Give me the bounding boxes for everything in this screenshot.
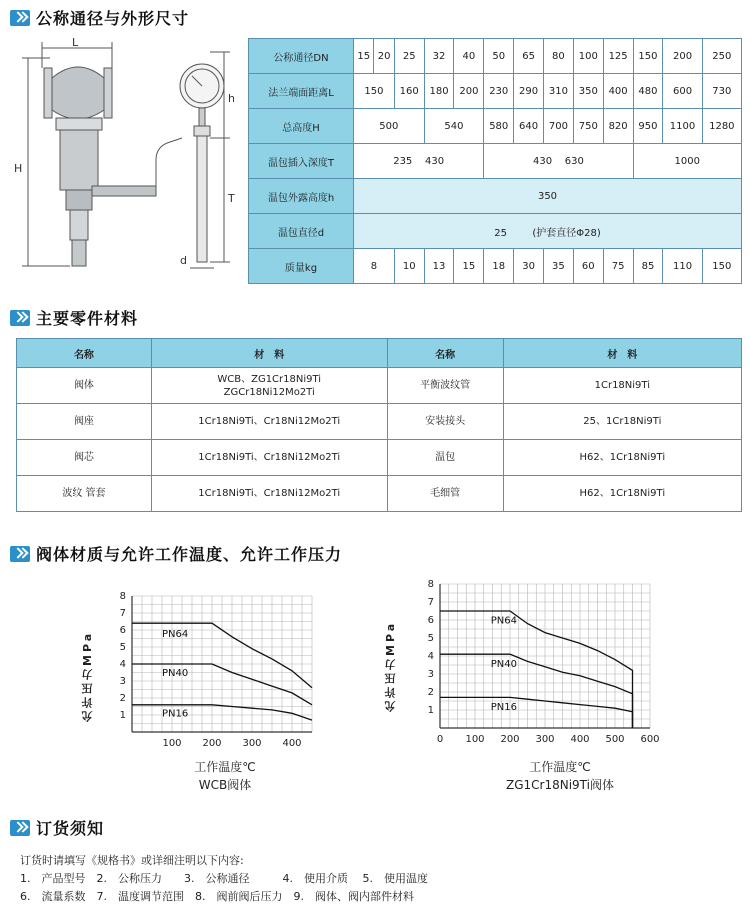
series-label: PN64 — [162, 628, 189, 640]
y-tick-label: 2 — [119, 693, 126, 704]
table-cell: H62、1Cr18Ni9Ti — [503, 476, 741, 512]
table-cell: 安装接头 — [387, 404, 503, 440]
x-tick-label: 300 — [242, 738, 262, 748]
table-row — [17, 440, 742, 476]
y-tick-label: 5 — [119, 642, 126, 653]
dn-label: 公称通径DN — [249, 39, 354, 74]
valve-drawing — [10, 38, 246, 276]
table-row — [249, 109, 742, 144]
table-cell: 600 — [663, 74, 702, 109]
table-value: 430 — [532, 155, 553, 167]
y-tick-label: 4 — [119, 659, 126, 670]
column-header: 材 料 — [151, 339, 387, 368]
table-cell: 750 — [573, 109, 603, 144]
section-title: 阀体材质与允许工作温度、允许工作压力 — [36, 545, 343, 564]
table-cell: 350 — [573, 74, 603, 109]
section-header-order — [10, 816, 104, 839]
table-cell: 阀座 — [17, 404, 152, 440]
table-cell: 160 — [394, 74, 424, 109]
order-line-1: 1. 产品型号 2. 公称压力 3. 公称通径 4. 使用介质 5. 使用温度 — [20, 872, 428, 885]
table-cell: 540 — [424, 109, 484, 144]
label-d: d — [180, 254, 187, 267]
L-label: 法兰端面距离L — [249, 74, 354, 109]
table-cell: 18 — [484, 249, 514, 284]
table-value: 25 — [494, 227, 507, 239]
series-label: PN40 — [162, 667, 189, 679]
chart-grid — [440, 584, 650, 728]
table-cell: 20 — [374, 39, 394, 74]
table-cell: 700 — [544, 109, 574, 144]
x-tick-label: 100 — [465, 734, 485, 745]
table-cell: 温包 — [387, 440, 503, 476]
table-row — [17, 476, 742, 512]
table-cell: 1000 — [633, 144, 741, 179]
table-cell: H62、1Cr18Ni9Ti — [503, 440, 741, 476]
table-cell: 500 — [354, 109, 425, 144]
y-tick-label: 1 — [119, 710, 126, 721]
table-row — [17, 404, 742, 440]
table-cell: 150 — [702, 249, 741, 284]
y-tick-label: 4 — [427, 651, 434, 662]
table-cell: 85 — [633, 249, 663, 284]
table-cell: 150 — [354, 74, 395, 109]
table-header-row — [17, 339, 742, 368]
table-cell: 15 — [354, 39, 374, 74]
table-cell: 250 — [702, 39, 741, 74]
table-cell: 230 — [484, 74, 514, 109]
table-row — [249, 144, 742, 179]
table-cell: 平衡波纹管 — [387, 368, 503, 404]
table-cell: 1Cr18Ni9Ti、Cr18Ni12Mo2Ti — [151, 404, 387, 440]
x-tick-label: 400 — [570, 734, 590, 745]
chart2-xlabel: 工作温度℃ — [529, 760, 591, 774]
column-header: 名称 — [17, 339, 152, 368]
table-cell: 50 — [484, 39, 514, 74]
table-cell: 30 — [514, 249, 544, 284]
table-cell: 15 — [454, 249, 484, 284]
table-cell: 10 — [394, 249, 424, 284]
table-cell: 580 — [484, 109, 514, 144]
table-row — [249, 214, 742, 249]
double-chevron-icon — [10, 310, 30, 326]
table-cell: 180 — [424, 74, 454, 109]
x-tick-label: 200 — [202, 738, 222, 748]
chart1-ylabel: 允许压力MPa — [81, 630, 94, 722]
table-cell: 25 — [394, 39, 424, 74]
table-cell: 阀芯 — [17, 440, 152, 476]
chart1-title: WCB阀体 — [198, 778, 252, 792]
double-chevron-icon — [10, 10, 30, 26]
double-chevron-icon — [10, 820, 30, 836]
x-tick-label: 300 — [535, 734, 555, 745]
table-row — [249, 179, 742, 214]
section-title: 主要零件材料 — [36, 309, 139, 328]
table-cell: 350 — [354, 179, 742, 214]
parts-material-table — [16, 338, 742, 512]
table-cell: 60 — [573, 249, 603, 284]
table-cell: 200 — [454, 74, 484, 109]
chart-zg1cr18ni9ti — [412, 576, 674, 746]
column-header: 名称 — [387, 339, 503, 368]
dimensions-table — [248, 38, 742, 284]
section-header-dimensions — [10, 6, 189, 29]
series-label: PN16 — [490, 702, 517, 713]
section-title: 公称通径与外形尺寸 — [36, 9, 190, 28]
x-tick-label: 100 — [162, 738, 182, 748]
y-tick-label: 3 — [427, 669, 434, 680]
y-tick-label: 5 — [427, 633, 434, 644]
h-label: 温包外露高度h — [249, 179, 354, 214]
table-cell: 1Cr18Ni9Ti、Cr18Ni12Mo2Ti — [151, 440, 387, 476]
y-tick-label: 7 — [119, 608, 126, 619]
table-row — [249, 39, 742, 74]
table-row — [249, 249, 742, 284]
label-L: L — [72, 38, 79, 49]
chart1-xlabel: 工作温度℃ — [194, 760, 256, 774]
table-cell: 32 — [424, 39, 454, 74]
table-cell: 310 — [544, 74, 574, 109]
table-cell: 290 — [514, 74, 544, 109]
section-header-parts — [10, 306, 138, 329]
H-label: 总高度H — [249, 109, 354, 144]
table-row — [17, 368, 742, 404]
table-cell: 1Cr18Ni9Ti、Cr18Ni12Mo2Ti — [151, 476, 387, 512]
x-tick-label: 0 — [436, 734, 444, 745]
table-cell: 950 — [633, 109, 663, 144]
series-label: PN40 — [490, 658, 517, 670]
table-cell: 730 — [702, 74, 741, 109]
table-cell — [354, 144, 484, 179]
section-title: 订货须知 — [36, 819, 105, 838]
table-note: (护套直径Φ28) — [532, 227, 601, 239]
T-label: 温包插入深度T — [249, 144, 354, 179]
table-cell: 75 — [603, 249, 633, 284]
y-tick-label: 3 — [119, 676, 126, 687]
chart-wcb — [110, 588, 330, 748]
table-cell: 毛细管 — [387, 476, 503, 512]
table-cell: 8 — [354, 249, 395, 284]
table-cell: 波纹 管套 — [17, 476, 152, 512]
table-value: 630 — [564, 155, 584, 167]
table-cell: 400 — [603, 74, 633, 109]
table-cell: 820 — [603, 109, 633, 144]
table-cell: 40 — [454, 39, 484, 74]
table-cell: 80 — [544, 39, 574, 74]
y-tick-label: 7 — [427, 597, 434, 608]
table-cell: 35 — [544, 249, 574, 284]
y-tick-label: 2 — [427, 687, 434, 698]
table-cell — [484, 144, 633, 179]
d-label: 温包直径d — [249, 214, 354, 249]
series-label: PN16 — [162, 708, 189, 720]
table-cell — [151, 368, 387, 404]
table-cell: 200 — [663, 39, 702, 74]
chart2-ylabel: 允许压力MPa — [384, 620, 397, 712]
label-T: T — [228, 192, 235, 205]
order-line-2: 6. 流量系数 7. 温度调节范围 8. 阀前阀后压力 9. 阀体、阀内部件材料 — [20, 890, 414, 903]
table-cell: 125 — [603, 39, 633, 74]
table-cell: 1Cr18Ni9Ti — [503, 368, 741, 404]
y-tick-label: 8 — [119, 591, 126, 602]
label-h: h — [228, 92, 235, 105]
double-chevron-icon — [10, 546, 30, 562]
section-header-pressure — [10, 542, 342, 565]
table-value: ZGCr18Ni12Mo2Ti — [223, 386, 315, 398]
table-cell: 1280 — [702, 109, 741, 144]
table-cell: 1100 — [663, 109, 702, 144]
label-H: H — [14, 162, 23, 175]
x-tick-label: 500 — [605, 734, 625, 745]
y-tick-label: 8 — [427, 579, 434, 590]
table-cell: 阀体 — [17, 368, 152, 404]
table-cell: 150 — [633, 39, 663, 74]
table-value: 235 — [393, 155, 413, 167]
y-tick-label: 6 — [427, 615, 434, 626]
table-cell: 65 — [514, 39, 544, 74]
table-cell: 100 — [573, 39, 603, 74]
mass-label: 质量kg — [249, 249, 354, 284]
table-row — [249, 74, 742, 109]
table-cell: 13 — [424, 249, 454, 284]
table-value: 430 — [425, 155, 445, 167]
column-header: 材 料 — [503, 339, 741, 368]
y-tick-label: 1 — [427, 705, 434, 716]
series-label: PN64 — [490, 615, 517, 627]
table-cell: 640 — [514, 109, 544, 144]
x-tick-label: 600 — [640, 734, 660, 745]
chart2-title: ZG1Cr18Ni9Ti阀体 — [506, 778, 614, 792]
table-value: WCB、ZG1Cr18Ni9Ti — [217, 373, 322, 385]
table-cell: 25、1Cr18Ni9Ti — [503, 404, 741, 440]
table-cell — [354, 214, 742, 249]
table-cell: 110 — [663, 249, 702, 284]
x-tick-label: 200 — [500, 734, 520, 745]
table-cell: 480 — [633, 74, 663, 109]
order-intro: 订货时请填写《规格书》或详细注明以下内容: — [20, 854, 244, 867]
y-tick-label: 6 — [119, 625, 126, 636]
x-tick-label: 400 — [282, 738, 302, 748]
